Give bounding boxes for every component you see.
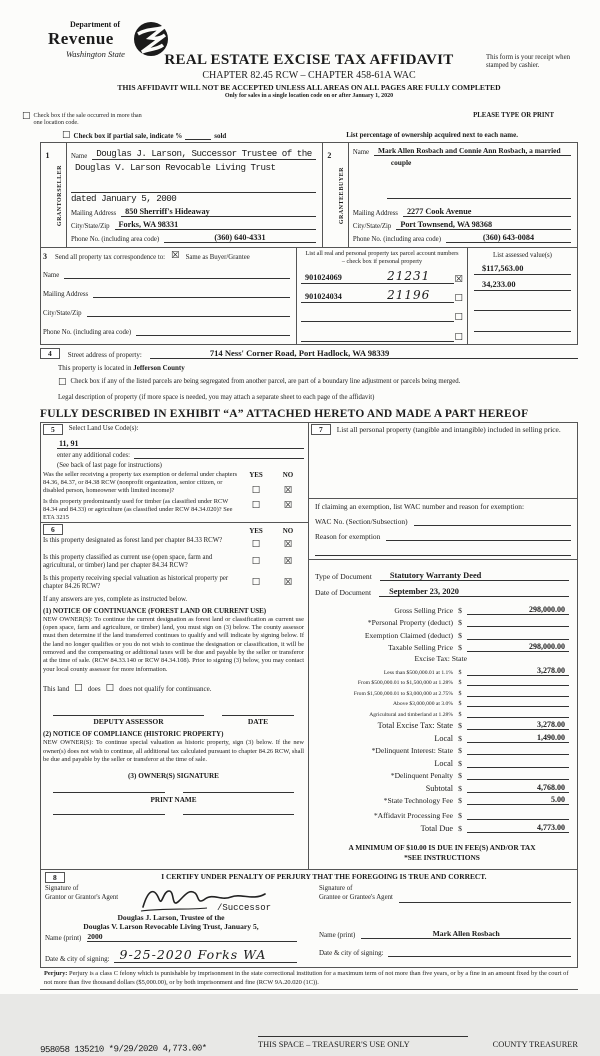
q1-yes-checkbox[interactable]: ☐ [251,484,261,496]
compliance-title: (2) NOTICE OF COMPLIANCE (HISTORIC PROPERTY) [43,730,224,739]
same-as-buyer-checkbox[interactable]: ☒ [171,250,180,262]
personal-deduct-value[interactable] [467,617,569,627]
seller-name-line1[interactable]: Douglas J. Larson, Successor Trustee of the [92,148,316,160]
successor-note: /Successor [216,903,271,914]
certification-section [40,869,578,967]
parties-box [40,142,578,345]
exemption-reason-field-2[interactable] [315,546,571,556]
right-column [309,423,577,870]
assessed-value[interactable] [474,300,571,311]
seller-name-line3: dated January 5, 2000 [71,193,177,205]
cashier-stamp: 958058 135210 *9/29/2020 4,773.00* [39,1043,207,1056]
seller-city-label: City/State/Zip [71,223,110,231]
q3-no-checkbox[interactable]: ☒ [283,576,293,588]
grantor-name-print-value[interactable]: 2000 [87,932,297,942]
corr-mailing-value[interactable] [93,288,290,298]
certify-statement: I CERTIFY UNDER PENALTY OF PERJURY THAT THE FOREGOING IS TRUE AND CORRECT. [161,872,487,882]
perjury-lead: Perjury: [44,970,68,978]
correspondence-label: Send all property tax correspondence to: [55,253,166,261]
buyer-side-label-1: BUYER [338,167,345,191]
grantor-typed-name-2: Douglas V. Larson Revocable Living Trust, January 5, [83,922,259,932]
buyer-phone-value[interactable]: (360) 643-0084 [446,233,571,243]
delinquent-interest-label: *Delinquent Interest: State [371,746,453,756]
parcel-handwritten: 21231 [363,269,454,284]
wac-number-field[interactable] [414,516,571,526]
parcel-number[interactable]: 901024034 [301,292,363,303]
total-state-value[interactable]: 3,278.00 [467,720,569,730]
grantee-signing-block [311,885,571,963]
compliance-body: NEW OWNER(S): To continue special valuation as historic property, sign (3) below. If the new owner(s) does not wish to continue, all additional tax calculated pursuant to chapter 84.26 RCW, shall be due and payable by the seller or transferor at the time of sale. [43,739,304,764]
land-use-section [41,423,308,523]
owner-signature-line-1[interactable] [53,792,165,794]
grantor-date-city-label: Date & city of signing: [45,955,110,964]
q2-yes-checkbox[interactable]: ☐ [251,500,261,512]
parcel-number[interactable] [301,331,411,342]
document-date-value[interactable]: September 23, 2020 [379,587,569,597]
assessed-value[interactable]: $117,563.00 [474,264,571,275]
personal-property-label: List all personal property (tangible and intangible) included in selling price. [336,424,561,434]
exemption-question: Was the seller receiving a property tax exemption or deferral under chapters 84.36, 84.37, or 84.38 RCW (nonprofit organization, senior citizen, or disabled person, homeowner with limited income)? [43,470,238,494]
form-chapter: CHAPTER 82.45 RCW – CHAPTER 458-61A WAC [202,70,416,81]
grantee-signature-label-1: Signature of [319,885,353,893]
logo-washington-state: Washington State [66,49,125,59]
buyer-section-number: 2 [327,151,332,161]
buyer-name-label: Name [352,149,370,157]
seller-phone-label: Phone No. (including area code) [71,236,160,244]
logo-department-of: Department of [70,20,120,29]
tier-label: Less than $500,000.01 at 1.1% [383,669,453,676]
tier-label: Above $3,000,000 at 3.0% [393,701,453,708]
county-treasurer-label: COUNTY TREASURER [492,1040,578,1050]
grantor-name-print-label: Name (print) [45,934,82,943]
assessed-values [468,248,577,344]
partial-sale-percent-field[interactable] [185,139,211,140]
no-header: NO [282,470,294,479]
land-use-codes-value[interactable]: 11, 91 [57,439,304,449]
treasurer-space-label: THIS SPACE – TREASURER'S USE ONLY [258,1036,468,1049]
correspondence-section [41,248,296,344]
additional-codes-field[interactable] [134,452,304,459]
minimum-note: A MINIMUM OF $10.00 IS DUE IN FEE(S) AND/OR TAX [348,842,536,852]
parcel-number[interactable]: 901024069 [301,273,363,284]
additional-codes-label: enter any additional codes: [57,451,131,459]
seller-side-strip [54,143,67,247]
street-address-value[interactable]: 714 Ness' Corner Road, Port Hadlock, WA 98339 [150,348,578,359]
tech-fee-label: *State Technology Fee [383,796,453,806]
dor-logo [48,20,178,59]
forest-land-question: Is this property designated as forest land per chapter 84.33 RCW? [43,537,223,545]
buyer-name-line2[interactable]: couple [387,158,571,199]
corr-mailing-label: Mailing Address [43,290,89,298]
partial-sale-label: Check box if partial sale, indicate % [73,132,183,141]
does-label: does [87,685,101,694]
gross-price-value[interactable]: 298,000.00 [467,605,569,615]
exemption-claim-label: If claiming an exemption, list WAC number and reason for exemption: [315,501,525,511]
grantee-name-print-value[interactable]: Mark Allen Rosbach [361,929,571,939]
exemption-deduct-value[interactable] [467,630,569,640]
buyer-city-value[interactable]: Port Townsend, WA 98368 [396,220,571,230]
answers-yes-note: If any answers are yes, complete as instructed below. [43,595,188,603]
deputy-assessor-line[interactable]: DEPUTY ASSESSOR [53,715,204,726]
form-header [40,14,578,110]
partial-sale-sold-label: sold [214,132,227,141]
parcel-number[interactable] [301,311,411,322]
street-address-label: Street address of property: [67,351,142,360]
buyer-mailing-value[interactable]: 2277 Cook Avenue [403,207,571,217]
corr-city-value[interactable] [87,307,290,317]
grantee-signature-label-2: Grantee or Grantee's Agent [319,894,393,902]
local-tax-value[interactable]: 1,490.00 [467,733,569,743]
yes-header: YES [249,527,263,536]
tier-value[interactable] [467,689,569,697]
page-footer [40,1036,578,1054]
tier-value[interactable] [467,699,569,707]
seller-phone-value[interactable]: (360) 640-4331 [164,233,316,243]
affidavit-fee-value[interactable] [467,810,569,820]
buyer-side-label-2: GRANTEE [338,190,345,224]
property-section [40,348,578,420]
multi-location-label: Check box if the sale occurred in more than one location code. [33,112,142,127]
segregated-checkbox[interactable]: ☐ [58,377,67,389]
seller-city-value[interactable]: Forks, WA 98331 [115,220,316,230]
document-tax-section: Type of Document Statutory Warranty Deed Date of Document September 23, 2020 Gross Selling Price $ 298,000.00 *Personal Property (deduct) $ Exemption Claimed (deduct) $ Taxable Selling Price $ 298,000.00 Excise Tax: State Less than $500,000.01 at 1.1% $ 3,278.00 From $500,000.01 to $1,500,000 at 1.28% $ From $1,500,000.01 to $3,000,000 at 2.75% $ Above $3,000,000 at 3.0% $ Agricultural and timberland at 1.28% $ Total Excise Tax: State $ 3,278.00 Local $ 1,490.00 *Delinquent Interest: State $ Local $ *Delinquent Penalty $ Subtotal $ 4,768.00 *State Technology Fee $ 5.00 *Affidavit Processing Fee $ Total Due $ 4,773.00 A MINIMUM OF $10.00 IS DUE IN FEE(S) AND/OR TAX *SEE INSTRUCTIONS [309,559,577,864]
single-location-note: Only for sales in a single location code on or after January 1, 2020 [224,93,394,99]
continuance-title: (1) NOTICE OF CONTINUANCE (FOREST LAND OR CURRENT USE) [43,606,267,615]
no-header: NO [282,527,294,536]
classification-section [41,522,308,816]
print-name-label: PRINT NAME [150,796,197,805]
delinquent-interest-value[interactable] [467,745,569,755]
print-name-line-2[interactable] [183,814,295,816]
corr-name-label: Name [43,271,60,279]
exemption-section [309,498,577,559]
land-use-number: 5 [43,424,63,435]
q3-yes-checkbox[interactable]: ☐ [251,576,261,588]
grantor-date-city-handwritten[interactable]: 9-25-2020 Forks WA [114,947,297,963]
perjury-note [40,967,578,990]
exhibit-statement: FULLY DESCRIBED IN EXHIBIT “A” ATTACHED HERETO AND MADE A PART HEREOF [40,407,529,420]
assessed-header: List assessed value(s) [493,252,552,260]
land-use-label: Select Land Use Code(s): [68,424,139,432]
personal-property-checkbox[interactable]: ☒ [454,273,463,285]
ownership-note: List percentage of ownership acquired next to each name. [346,130,518,139]
seller-name-label: Name [71,153,88,161]
classification-number: 6 [43,524,63,535]
legal-description-label: Legal description of property (if more space is needed, you may attach a separate sheet to each page of the affidavit) [58,393,375,401]
q2-no-checkbox[interactable]: ☒ [283,555,293,567]
parcel-row [301,269,463,284]
q1-yes-checkbox[interactable]: ☐ [251,539,261,551]
corr-name-value[interactable] [64,269,290,279]
document-type-label: Type of Document [315,571,372,581]
dor-swirl-icon [130,18,172,60]
logo-revenue: Revenue [48,29,114,48]
personal-deduct-label: *Personal Property (deduct) [367,618,453,628]
grantor-typed-name-1: Douglas J. Larson, Trustee of the [117,913,225,923]
multi-location-checkbox[interactable]: ☐ [22,111,31,122]
does-checkbox[interactable]: ☐ [74,682,83,694]
delinquent-penalty-label: *Delinquent Penalty [390,771,453,781]
see-instructions-note: *SEE INSTRUCTIONS [404,853,480,863]
historic-question: Is this property receiving special valuation as historical property per chapter 84.26 RCW? [43,574,229,591]
this-land-label: This land [43,685,70,694]
perjury-text: Perjury is a class C felony which is punishable by imprisonment in the state correctional institution for a maximum term of not more than five years, or by a fine in an amount fixed by the court of not more than five thousand dollars ($5,000.00), or by both imprisonment and fine (RCW 9A.20.020 (1C)). [44,970,569,986]
form-warning: THIS AFFIDAVIT WILL NOT BE ACCEPTED UNLESS ALL AREAS ON ALL PAGES ARE FULLY COMPLETED [117,83,501,92]
delinquent-local-value[interactable] [467,758,569,768]
certification-number: 8 [45,872,65,883]
correspondence-number: 3 [43,251,47,261]
does-not-label: does not qualify for continuance. [119,685,212,694]
q1-no-checkbox[interactable]: ☒ [283,539,293,551]
seller-mailing-label: Mailing Address [71,210,117,218]
buyer-section [323,143,577,247]
continuance-body: NEW OWNER(S): To continue the current designation as forest land or classification as current use (open space, farm and agriculture, or timber) land, you must sign on (3) below. The county assessor must then determine if the land transferred continues to qualify and will indicate by signing below. If the land no longer qualifies or you do not wish to continue the designation or classification, it will be removed and the compensating or additional taxes will be due and payable by the seller or transferor at the time of sale. (RCW 84.33.140 or RCW 84.34.108). Prior to signing (3) below, you may contact your local county assessor for more information. [43,615,304,673]
partial-sale-row [62,131,226,141]
total-due-label: Total Due [420,823,453,833]
print-name-line-1[interactable] [53,814,165,816]
corr-phone-label: Phone No. (including area code) [43,328,132,336]
seller-mailing-value[interactable]: 850 Sherriff's Hideaway [121,207,316,217]
q1-no-checkbox[interactable]: ☒ [283,484,293,496]
tier-value[interactable]: 3,278.00 [467,666,569,676]
affidavit-fee-label: *Affidavit Processing Fee [373,811,453,821]
seller-side-label-2: GRANTOR [57,191,63,226]
wac-number-label: WAC No. (Section/Subsection) [315,516,408,526]
seller-section [41,143,323,247]
grantee-date-city-line[interactable] [388,947,571,957]
excise-tax-header: Excise Tax: State [414,654,467,664]
left-column [41,423,309,870]
partial-sale-checkbox[interactable]: ☐ [62,129,71,141]
grantee-date-city-label: Date & city of signing: [319,949,384,958]
same-as-buyer-label: Same as Buyer/Grantee [185,253,250,261]
taxable-price-label: Taxable Selling Price [388,643,453,653]
form-title: REAL ESTATE EXCISE TAX AFFIDAVIT [164,52,454,68]
exemption-reason-field[interactable] [386,531,571,541]
buyer-mailing-label: Mailing Address [352,210,398,218]
seller-side-label-1: SELLER [57,165,63,192]
located-county: Jefferson County [133,364,185,373]
q2-yes-checkbox[interactable]: ☐ [251,555,261,567]
assessed-value[interactable]: 34,233.00 [474,280,571,291]
parcel-row [301,311,463,322]
subtotal-label: Subtotal [425,783,453,793]
personal-property-section [309,423,577,498]
tier-value[interactable] [467,678,569,686]
tier-label: From $1,500,000.01 to $3,000,000 at 2.75% [353,690,453,697]
subtotal-value[interactable]: 4,768.00 [467,783,569,793]
exemption-reason-label: Reason for exemption [315,531,381,541]
tier-label: From $500,000.01 to $1,500,000 at 1.28% [357,680,453,687]
owners-signature-label: (3) OWNER(S) SIGNATURE [128,772,219,781]
buyer-name-line1[interactable]: Mark Allen Rosbach and Connie Ann Rosbach, a married [374,146,571,156]
corr-phone-value[interactable] [136,326,290,336]
taxable-price-value[interactable]: 298,000.00 [467,642,569,652]
located-prefix: This property is located in [58,364,132,373]
seller-name-line2[interactable]: Douglas V. Larson Revocable Living Trust [71,162,316,193]
current-use-question: Is this property classified as current use (open space, farm and agricultural, or timber) land per chapter 84.34 RCW? [43,553,213,570]
see-back-note: (See back of last page for instructions) [57,461,162,469]
parcel-header-1: List all real and personal property tax parcel account numbers [305,250,459,258]
grantee-signature-line[interactable] [399,893,571,903]
grantee-name-print-label: Name (print) [319,931,356,940]
tier-label: Agricultural and timberland at 1.28% [369,711,453,718]
personal-property-number: 7 [311,424,331,435]
grantor-signature-label-2: Grantor or Grantor's Agent [45,894,119,902]
parcel-row [301,331,463,342]
document-date-label: Date of Document [315,587,372,597]
personal-property-checkbox[interactable]: ☐ [454,292,463,304]
property-section-number: 4 [40,348,60,359]
owner-signature-line-2[interactable] [183,792,295,794]
parcel-handwritten [411,331,454,342]
parcel-handwritten [411,311,454,322]
parcel-row [301,288,463,303]
corr-city-label: City/State/Zip [43,309,82,317]
assessor-date-line[interactable]: DATE [222,715,294,726]
tech-fee-value[interactable]: 5.00 [467,795,569,805]
timber-question: Is this property predominantly used for timber (as classified under RCW 84.34 and 84.33) or agriculture (as classified under RCW 84.34.020)? See ETA 3215 [43,498,233,522]
multi-location-row [22,112,142,127]
please-type-label: PLEASE TYPE OR PRINT [473,112,554,119]
grantor-signature-label-1: Signature of [45,885,79,893]
gross-price-label: Gross Selling Price [394,605,453,615]
tier-value[interactable] [467,710,569,718]
total-due-value[interactable]: 4,773.00 [467,823,569,833]
q2-no-checkbox[interactable]: ☒ [283,500,293,512]
grantor-signing-block [45,885,311,963]
document-type-value[interactable]: Statutory Warranty Deed [380,571,569,581]
yes-header: YES [249,470,263,479]
grantor-signature-icon [137,881,277,915]
seller-section-number: 1 [45,151,50,161]
buyer-city-label: City/State/Zip [352,223,392,231]
does-not-checkbox[interactable]: ☐ [105,682,115,694]
buyer-side-strip [336,143,349,247]
parcel-handwritten: 21196 [363,288,454,303]
local-tax-label: Local [434,733,453,743]
assessed-value[interactable] [474,321,571,332]
buyer-phone-label: Phone No. (including area code) [352,236,441,244]
personal-property-checkbox[interactable]: ☐ [454,331,463,343]
delinquent-local-label: Local [434,758,453,768]
personal-property-checkbox[interactable]: ☐ [454,311,463,323]
exemption-deduct-label: Exemption Claimed (deduct) [364,630,453,640]
segregated-label: Check box if any of the listed parcels are being segregated from another parcel, are part of a boundary line adjustment or parcels being merged. [70,378,461,386]
receipt-note: This form is your receipt when stamped by cashier. [486,54,570,70]
parcel-list [296,248,468,344]
delinquent-penalty-value[interactable] [467,770,569,780]
parcel-header-2: – check box if personal property [341,257,423,265]
total-state-label: Total Excise Tax: State [377,721,453,731]
